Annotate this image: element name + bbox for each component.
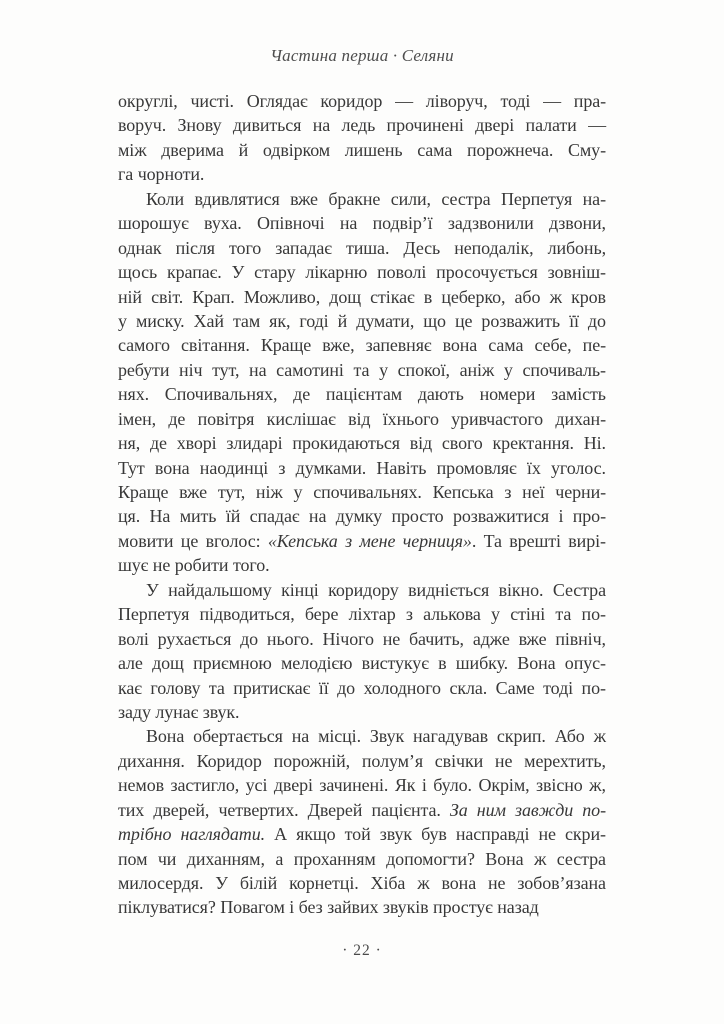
text-line: воруч. Знову дивиться на ледь прочинені двері палати — [118, 115, 606, 136]
paragraph [118, 578, 606, 725]
text-line: га чорноти. [118, 164, 205, 185]
text-line: самого світання. Краще вже, запевняє вона сама себе, пе- [118, 335, 606, 356]
paragraph [118, 724, 606, 920]
text-line: ребути ніч тут, на самотині та у спокої, аніж у спочиваль- [118, 359, 606, 380]
text-line: Коли вдивлятися вже бракне сили, сестра Перпетуя на- [146, 188, 606, 209]
text-line: мовити це вголос: «Кепська з мене черниця». Та врешті вирі- [118, 530, 606, 551]
text-line: піклуватися? Повагом і без зайвих звуків простує назад [118, 897, 539, 918]
text-line: тих дверей, четвертих. Дверей пацієнта. За ним завжди по- [118, 799, 606, 820]
text-line: однак після того западає тиша. Десь неподалік, либонь, [118, 237, 606, 258]
text-line: ній світ. Крап. Можливо, дощ стікає в цеберко, або ж кров [118, 286, 606, 307]
text-line: Вона обертається на місці. Звук нагадував скрип. Або ж [146, 726, 606, 747]
text-line: Перпетуя підводиться, бере ліхтар з алькова у стіні та по- [118, 604, 606, 625]
text-line: між дверима й одвірком лишень сама порожнеча. Сму- [118, 139, 606, 160]
text-line: немов застигло, усі двері зачинені. Як і було. Окрім, звісно ж, [118, 775, 606, 796]
text-line: Тут вона наодинці з думками. Навіть промовляє їх уголос. [118, 457, 606, 478]
text-line: кає голову та притискає її до холодного скла. Саме тоді по- [118, 677, 606, 698]
text-line: у миску. Хай там як, годі й думати, що це розважить її до [118, 310, 606, 331]
text-line: заду лунає звук. [118, 701, 240, 722]
text-line: дихання. Коридор порожній, полум’я свічки не мерехтить, [118, 750, 606, 771]
text-line: ня, де хворі злидарі прокидаються від свого кректання. Ні. [118, 433, 606, 454]
text-line: імен, де повітря кислішає від їхнього уривчастого дихан- [118, 408, 606, 429]
page-body [118, 89, 606, 920]
text-line: пом чи диханням, а проханням допомогти? Вона ж сестра [118, 848, 606, 869]
text-line: трібно наглядати. А якщо той звук був насправді не скри- [118, 824, 606, 845]
text-line: шорошує вуха. Опівночі на подвір’ї задзвонили дзвони, [118, 213, 606, 234]
text-line: шує не робити того. [118, 555, 270, 576]
page-number: · 22 · [342, 942, 382, 959]
text-line: щось крапає. У стару лікарню поволі просочується зовніш- [118, 262, 606, 283]
text-line: волі рухається до нього. Нічого не бачить, адже вже північ, [118, 628, 606, 649]
text-line: нях. Спочивальнях, де пацієнтам дають номери замість [118, 384, 606, 405]
text-line: але дощ приємною мелодією вистукує в шибку. Вона опус- [118, 653, 606, 674]
paragraph [118, 187, 606, 578]
running-head: Частина перша · Селяни [270, 46, 454, 65]
text-line: милосердя. У білій корнетці. Хіба ж вона не зобов’язана [118, 873, 606, 893]
text-line: Краще вже тут, ніж у спочивальнях. Кепська з неї черни- [118, 482, 606, 502]
text-line: ця. На мить їй спадає на думку просто розважитися і про- [118, 506, 606, 527]
paragraph [118, 89, 606, 187]
text-line: У найдальшому кінці коридору видніється вікно. Сестра [146, 579, 606, 600]
text-line: округлі, чисті. Оглядає коридор — ліворуч, тоді — пра- [118, 91, 606, 111]
